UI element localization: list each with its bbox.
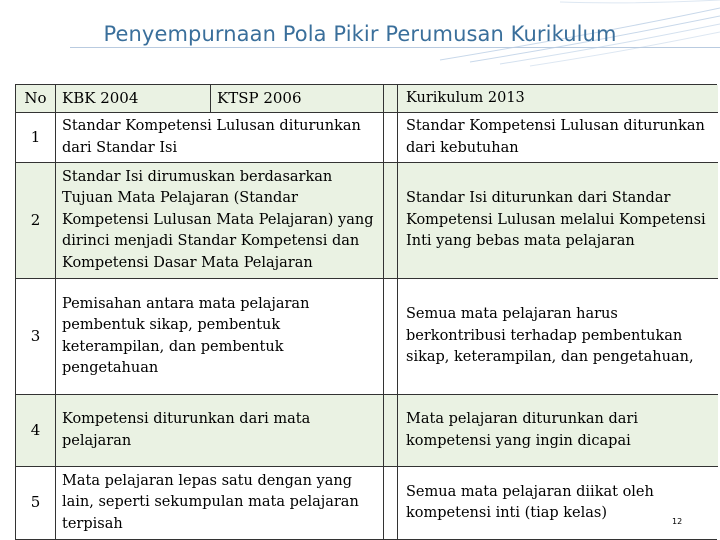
header-kurikulum: Kurikulum 2013 (398, 85, 718, 113)
spacer-cell (384, 395, 398, 467)
header-ktsp: KTSP 2006 (211, 85, 384, 113)
title-underline (70, 47, 720, 48)
page-number: 12 (672, 517, 683, 526)
new-curriculum-cell: Standar Isi diturunkan dari Standar Kompetensi Lulusan melalui Kompetensi Inti yang bebas mata pelajaran (398, 163, 718, 279)
old-curriculum-cell: Standar Isi dirumuskan berdasarkan Tujuan Mata Pelajaran (Standar Kompetensi Lulusan Mata Pelajaran) yang dirinci menjadi Standar Kompetensi dan Kompetensi Dasar Mata Pelajaran (56, 163, 384, 279)
old-curriculum-cell: Kompetensi diturunkan dari mata pelajaran (56, 395, 384, 467)
old-curriculum-cell: Pemisahan antara mata pelajaran pembentuk sikap, pembentuk keterampilan, dan pembentuk pengetahuan (56, 279, 384, 395)
new-curriculum-cell: Mata pelajaran diturunkan dari kompetensi yang ingin dicapai (398, 395, 718, 467)
comparison-table (15, 84, 717, 540)
spacer-cell (384, 163, 398, 279)
header-no: No (16, 85, 56, 113)
new-curriculum-cell: Semua mata pelajaran harus berkontribusi terhadap pembentukan sikap, keterampilan, dan pengetahuan, (398, 279, 718, 395)
header-kbk: KBK 2004 (56, 85, 211, 113)
old-curriculum-cell: Mata pelajaran lepas satu dengan yang lain, seperti sekumpulan mata pelajaran terpisah (56, 467, 384, 539)
row-number: 1 (16, 113, 56, 163)
new-curriculum-cell: Standar Kompetensi Lulusan diturunkan dari kebutuhan (398, 113, 718, 163)
slide-title: Penyempurnaan Pola Pikir Perumusan Kurikulum (103, 22, 617, 46)
spacer-cell (384, 467, 398, 539)
old-curriculum-cell: Standar Kompetensi Lulusan diturunkan dari Standar Isi (56, 113, 384, 163)
spacer-cell (384, 113, 398, 163)
header-spacer (384, 85, 398, 113)
row-number: 2 (16, 163, 56, 279)
new-curriculum-cell: Semua mata pelajaran diikat oleh kompetensi inti (tiap kelas) (398, 467, 718, 539)
spacer-cell (384, 279, 398, 395)
row-number: 3 (16, 279, 56, 395)
row-number: 4 (16, 395, 56, 467)
row-number: 5 (16, 467, 56, 539)
